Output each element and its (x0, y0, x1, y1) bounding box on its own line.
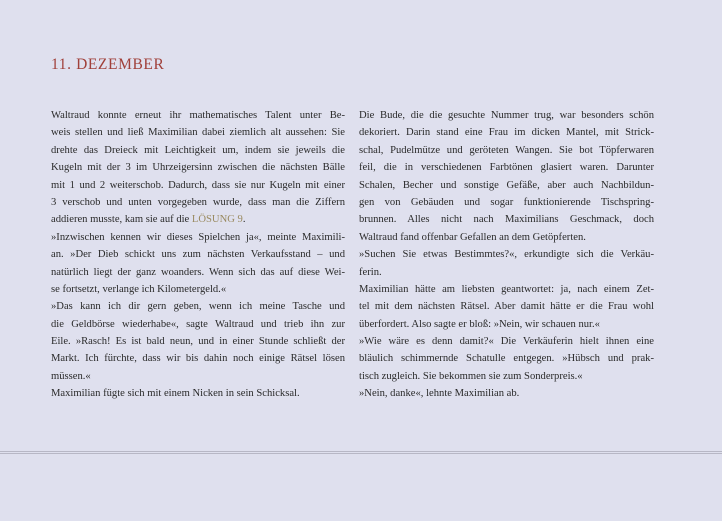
text-line: dekoriert. Darin stand eine Frau im dicken Mantel, mit Strick- (359, 127, 654, 139)
text-line: die Geldbörse wiederhabe«, sagte Waltraud und trieb ihn zur (51, 318, 345, 330)
text-line: weis stellen und ließ Maximilian dabei ziemlich alt aussehen: Sie (51, 127, 345, 139)
text-line: »Wie wäre es denn damit?« Die Verkäuferin hielt ihnen eine (359, 336, 654, 348)
text-line: Kugeln mit der 3 im Uhrzeigersinn zwischen die nächsten Bälle (51, 162, 345, 174)
chapter-heading: 11. DEZEMBER (51, 56, 165, 73)
text-line: ferin. (359, 266, 382, 278)
text-line: Die Bude, die die gesuchte Nummer trug, war besonders schön (359, 110, 654, 121)
text-line: natürlich liegt der ganz woanders. Wenn sich das auf diese Wei- (51, 266, 345, 278)
text-line: Waltraud konnte erneut ihr mathematisches Talent unter Be- (51, 110, 345, 121)
text-line: »Das kann ich dir gern geben, wenn ich meine Tasche und (51, 301, 345, 313)
text-line: schal, Pudelmütze und geröteten Wangen. Sie bot Töpferwaren (359, 144, 654, 156)
text-line: drehte das Dreieck mit Leichtigkeit um, indem sie jeweils die (51, 144, 345, 156)
text-line: Waltraud fand offenbar Gefallen an dem Getöpferten. (359, 231, 586, 243)
text-line: Maximilian fügte sich mit einem Nicken in sein Schicksal. (51, 388, 300, 400)
text-line: gen von Gebäuden und sogar funktionierende Tischspring- (359, 196, 654, 208)
solution-reference: LÖSUNG 9 (191, 214, 243, 226)
text-fragment: . (242, 214, 246, 226)
text-line: 3 verschob und unten vorgegeben wurde, dass man die Ziffern (51, 196, 345, 208)
right-text-column (359, 107, 654, 403)
page-divider (0, 451, 722, 454)
text-line: se fortsetzt, verlange ich Kilometergeld.« (51, 283, 227, 295)
text-line: tisch zugleich. Sie bekommen sie zum Sonderpreis.« (359, 370, 583, 382)
text-line: Markt. Ich fürchte, dass wir bis dahin noch einige Rätsel lösen (51, 353, 345, 365)
text-line: feil, die in verschiedenen Farbtönen glasiert waren. Darunter (359, 162, 654, 174)
text-line: Eile. »Rasch! Es ist bald neun, und in einer Stunde schließt der (51, 336, 345, 348)
left-text-column (51, 107, 345, 403)
text-line: bläulich schimmernde Schatulle entgegen. »Hübsch und prak- (359, 353, 654, 365)
text-line: »Inzwischen kennen wir dieses Spielchen ja«, meinte Maximili- (51, 231, 345, 243)
text-line: »Suchen Sie etwas Bestimmtes?«, erkundigte sich die Verkäu- (359, 249, 654, 261)
text-line: überfordert. Also sagte er bloß: »Nein, wir schauen nur.« (359, 318, 600, 330)
text-line-with-reference (51, 211, 345, 228)
text-line: tel mit dem nächsten Rätsel. Aber damit hätte er die Frau wohl (359, 301, 654, 313)
text-line: brunnen. Alles nicht nach Maximilians Geschmack, doch (359, 214, 654, 226)
text-line: Maximilian hätte am liebsten geantwortet: ja, nach einem Zet- (359, 283, 654, 295)
text-line: Schalen, Becher und sonstige Gefäße, aber auch Nachbildun- (359, 179, 654, 191)
text-line: mit 1 und 2 weiterschob. Dadurch, dass sie nur Kugeln mit einer (51, 179, 345, 191)
text-line: an. »Der Dieb schickt uns zum nächsten Verkaufsstand – und (51, 249, 345, 261)
text-line: »Nein, danke«, lehnte Maximilian ab. (359, 388, 520, 400)
text-line: müssen.« (51, 370, 91, 382)
text-fragment: addieren musste, kam sie auf die (51, 214, 192, 226)
